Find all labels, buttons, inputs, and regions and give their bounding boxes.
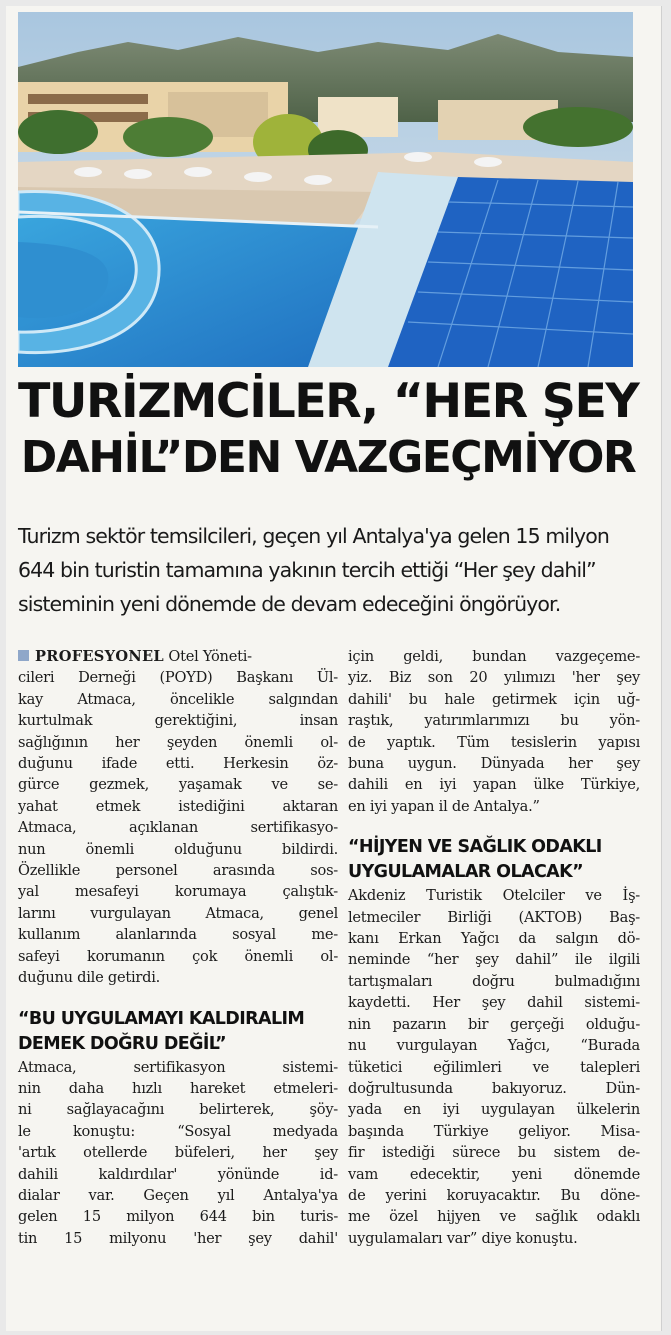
subhead: DEMEK DOĞRU DEĞİL” xyxy=(18,1033,227,1054)
body-line: sağlığının her şeyden önemli ol- xyxy=(18,733,338,751)
headline xyxy=(18,374,638,486)
body-line: Atmaca, sertifikasyon sistemi- xyxy=(18,1058,338,1076)
lead-line: Turizm sektör temsilcileri, geçen yıl Antalya'ya gelen 15 milyon xyxy=(18,524,609,548)
body-line: de yaptık. Tüm tesislerin yapısı xyxy=(348,733,640,751)
body-line: kaydetti. Her şey dahil sistemi- xyxy=(348,994,640,1012)
body-line: dahili' bu hale getirmek için uğ- xyxy=(348,690,640,708)
body-line: duğunu ifade etti. Herkesin öz- xyxy=(18,755,338,773)
body-line: tartışmaları doğru bulmadığını xyxy=(348,972,640,990)
body-line: yahat etmek istediğini aktaran xyxy=(18,797,338,815)
body-line: me özel hijyen ve sağlık odaklı xyxy=(348,1208,640,1226)
kicker-square-icon xyxy=(18,650,29,661)
hotel-pool-illustration xyxy=(18,12,633,367)
body-line: nu vurgulayan Yağcı, “Burada xyxy=(348,1037,640,1055)
body-line: nin pazarın bir gerçeği olduğu- xyxy=(348,1015,640,1033)
subhead: “HİJYEN VE SAĞLIK ODAKLI xyxy=(348,837,602,858)
body-line: başında Türkiye geliyor. Misa- xyxy=(348,1122,640,1140)
spacer xyxy=(348,817,640,835)
first-line-rest: Otel Yöneti- xyxy=(164,648,252,665)
body-line: tüketici eğilimleri ve talepleri xyxy=(348,1058,640,1076)
body-line: tin 15 milyonu 'her şey dahil' xyxy=(18,1229,338,1247)
body-line: cileri Derneği (POYD) Başkanı Ül- xyxy=(18,669,338,687)
body-line: vam edecektir, yeni dönemde xyxy=(348,1165,640,1183)
body-line: en iyi yapan il de Antalya.” xyxy=(348,797,540,815)
body-line: gelen 15 milyon 644 bin turis- xyxy=(18,1208,338,1226)
headline-line-1: TURİZMCİLER, “HER ŞEY xyxy=(18,374,639,429)
body-line: nin daha hızlı hareket etmeleri- xyxy=(18,1079,338,1097)
body-line: yiz. Biz son 20 yılımızı 'her şey xyxy=(348,669,640,687)
body-line: letmeciler Birliği (AKTOB) Baş- xyxy=(348,908,640,926)
article-column-left xyxy=(18,646,338,1249)
spacer xyxy=(18,989,338,1007)
lead-line: 644 bin turistin tamamına yakının tercih ettiği “Her şey dahil” xyxy=(18,558,596,582)
body-line: uygulamaları var” diye konuştu. xyxy=(348,1229,578,1247)
body-line: le konuştu: “Sosyal medyada xyxy=(18,1122,338,1140)
body-line: fir istediği sürece bu sistem de- xyxy=(348,1144,640,1162)
resort-pool-photo xyxy=(18,12,633,367)
body-line: Atmaca, açıklanan sertifikasyo- xyxy=(18,819,338,837)
body-line: için geldi, bundan vazgeçeme- xyxy=(348,648,640,665)
body-line: larını vurgulayan Atmaca, genel xyxy=(18,904,338,922)
body-line: yada en iyi uygulayan ülkelerin xyxy=(348,1101,640,1119)
body-line: dahili kaldırdılar' yönünde id- xyxy=(18,1165,338,1183)
body-line: safeyi korumanın çok önemli ol- xyxy=(18,947,338,965)
subhead: “BU UYGULAMAYI KALDIRALIM xyxy=(18,1008,305,1029)
body-line: buna uygun. Dünyada her şey xyxy=(348,755,640,773)
body-line: raştık, yatırımlarımızı bu yön- xyxy=(348,712,640,730)
body-line: kay Atmaca, öncelikle salgından xyxy=(18,690,338,708)
body-line: dahili en iyi yapan ülke Türkiye, xyxy=(348,776,640,794)
body-line: dialar var. Geçen yıl Antalya'ya xyxy=(18,1186,338,1204)
article-column-right xyxy=(348,646,640,1249)
lead-paragraph xyxy=(18,519,638,621)
kicker: PROFESYONEL xyxy=(35,648,164,665)
headline-line-2: DAHİL”DEN VAZGEÇMİYOR xyxy=(20,432,636,483)
body-line: Özellikle personel arasında sos- xyxy=(18,862,338,880)
body-line: ni sağlayacağını belirterek, şöy- xyxy=(18,1101,338,1119)
body-line: kurtulmak gerektiğini, insan xyxy=(18,712,338,730)
body-line: nun önemli olduğunu bildirdi. xyxy=(18,840,338,858)
lead-line: sisteminin yeni dönemde de devam edeceğini öngörüyor. xyxy=(18,592,561,616)
subhead: UYGULAMALAR OLACAK” xyxy=(348,862,583,883)
body-line: 'artık otellerde büfeleri, her şey xyxy=(18,1144,338,1162)
newspaper-page xyxy=(6,6,662,1331)
body-line: neminde “her şey dahil” ile ilgili xyxy=(348,951,640,969)
body-line: Akdeniz Turistik Otelciler ve İş- xyxy=(348,887,640,905)
body-line: gürce gezmek, yaşamak ve se- xyxy=(18,776,338,794)
body-line: de yerini koruyacaktır. Bu döne- xyxy=(348,1186,640,1204)
body-line: yal mesafeyi korumaya çalıştık- xyxy=(18,883,338,901)
body-line: kanı Erkan Yağcı da salgın dö- xyxy=(348,930,640,948)
body-line: doğrultusunda bakıyoruz. Dün- xyxy=(348,1079,640,1097)
first-line xyxy=(18,646,338,667)
body-line: duğunu dile getirdi. xyxy=(18,969,161,987)
body-line: kullanım alanlarında sosyal me- xyxy=(18,926,338,944)
